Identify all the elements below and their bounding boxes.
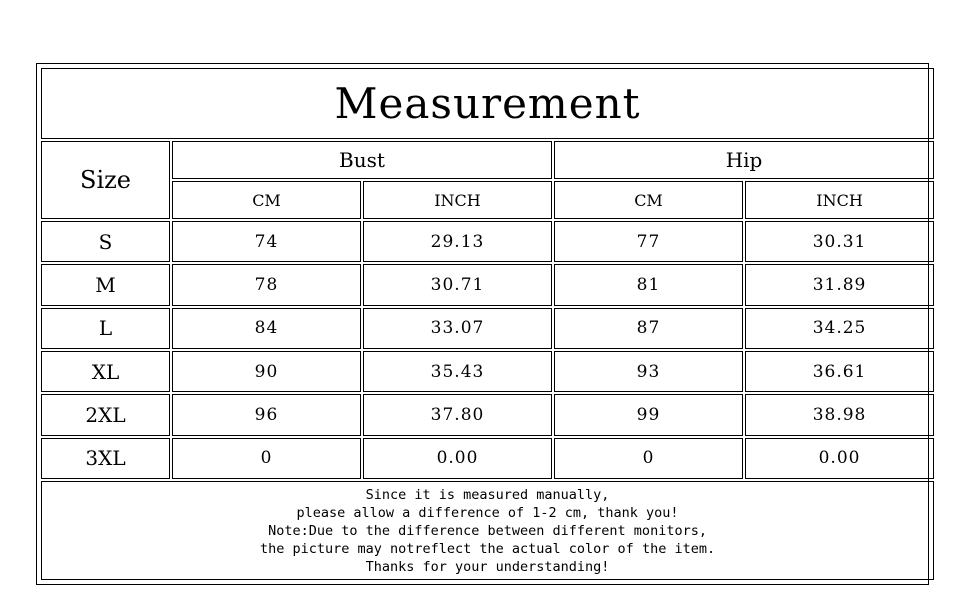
size-column-header: Size <box>41 141 170 220</box>
size-cell: M <box>41 264 170 305</box>
bust-inch-cell: 35.43 <box>363 351 552 392</box>
measurement-sheet <box>36 63 929 585</box>
table-row <box>41 351 934 392</box>
bust-inch-cell: 29.13 <box>363 221 552 262</box>
table-row <box>41 308 934 349</box>
note-line: Since it is measured manually, <box>365 486 610 503</box>
hip-group-header: Hip <box>554 141 934 179</box>
table-row <box>41 394 934 435</box>
hip-inch-cell: 36.61 <box>745 351 934 392</box>
hip-inch-cell: 0.00 <box>745 438 934 479</box>
bust-cm-cell: 78 <box>172 264 361 305</box>
bust-group-header: Bust <box>172 141 552 179</box>
hip-cm-cell: 99 <box>554 394 743 435</box>
hip-inch-header: INCH <box>745 181 934 219</box>
size-cell: L <box>41 308 170 349</box>
table-row <box>41 264 934 305</box>
bust-cm-cell: 74 <box>172 221 361 262</box>
table-row <box>41 438 934 479</box>
bust-cm-cell: 90 <box>172 351 361 392</box>
note-line: please allow a difference of 1-2 cm, thank you! <box>296 504 679 521</box>
table-title: Measurement <box>41 68 934 139</box>
bust-inch-cell: 33.07 <box>363 308 552 349</box>
bust-inch-cell: 0.00 <box>363 438 552 479</box>
bust-cm-header: CM <box>172 181 361 219</box>
note-line: the picture may notreflect the actual color of the item. <box>259 540 716 557</box>
size-chart-table <box>39 66 936 582</box>
bust-inch-cell: 37.80 <box>363 394 552 435</box>
note-line: Note:Due to the difference between different monitors, <box>268 522 707 539</box>
measurement-note <box>41 481 934 580</box>
size-cell: XL <box>41 351 170 392</box>
hip-inch-cell: 30.31 <box>745 221 934 262</box>
hip-cm-cell: 87 <box>554 308 743 349</box>
size-cell: 3XL <box>41 438 170 479</box>
hip-inch-cell: 34.25 <box>745 308 934 349</box>
bust-cm-cell: 84 <box>172 308 361 349</box>
hip-cm-cell: 77 <box>554 221 743 262</box>
size-cell: 2XL <box>41 394 170 435</box>
table-row <box>41 221 934 262</box>
hip-cm-cell: 81 <box>554 264 743 305</box>
bust-inch-header: INCH <box>363 181 552 219</box>
hip-cm-cell: 93 <box>554 351 743 392</box>
bust-cm-cell: 0 <box>172 438 361 479</box>
bust-cm-cell: 96 <box>172 394 361 435</box>
bust-inch-cell: 30.71 <box>363 264 552 305</box>
note-line: Thanks for your understanding! <box>365 558 610 575</box>
hip-inch-cell: 38.98 <box>745 394 934 435</box>
hip-cm-cell: 0 <box>554 438 743 479</box>
hip-inch-cell: 31.89 <box>745 264 934 305</box>
hip-cm-header: CM <box>554 181 743 219</box>
size-cell: S <box>41 221 170 262</box>
